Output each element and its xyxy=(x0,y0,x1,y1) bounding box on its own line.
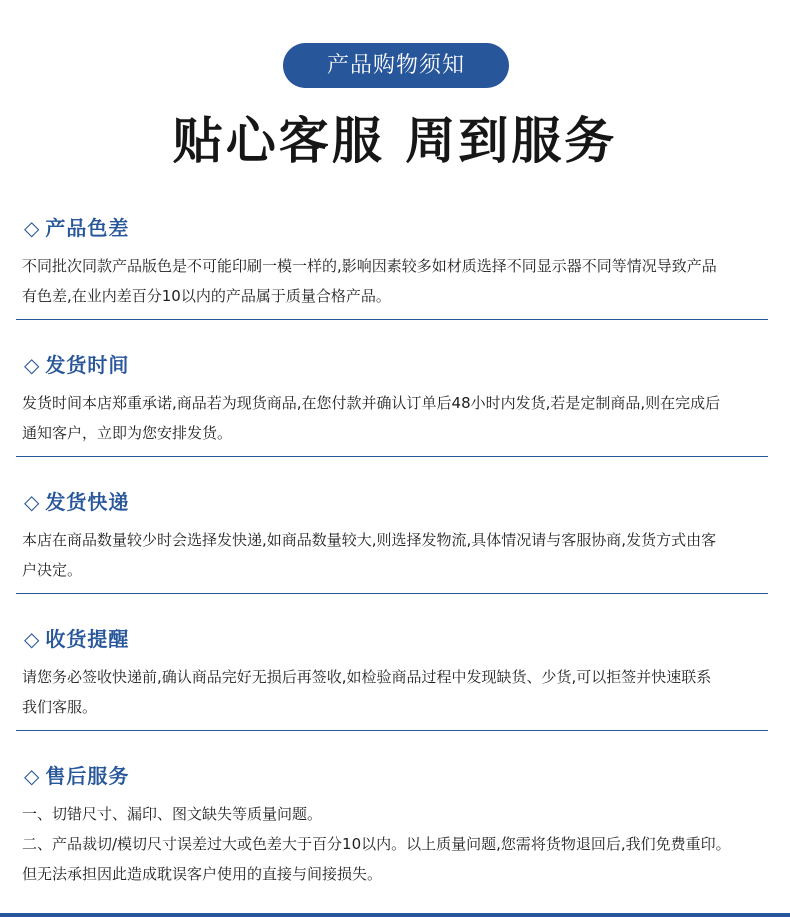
section-title: 售后服务 xyxy=(45,764,130,788)
body-line: 不同批次同款产品版色是不可能印刷一模一样的,影响因素较多如材质选择不同显示器不同等情况导致产品 xyxy=(22,257,717,275)
section-heading xyxy=(24,487,129,517)
body-line: 本店在商品数量较少时会选择发快递,如商品数量较大,则选择发物流,具体情况请与客服协商,发货方式由客 xyxy=(22,531,717,549)
page-title: 贴心客服 周到服务 xyxy=(172,112,618,170)
section-body xyxy=(22,662,774,722)
section-title: 发货快递 xyxy=(45,490,130,514)
diamond-icon: ◇ xyxy=(24,764,41,788)
section-divider xyxy=(16,456,768,457)
section-title: 产品色差 xyxy=(45,216,130,240)
section-divider xyxy=(16,593,768,594)
body-line: 我们客服。 xyxy=(22,698,98,716)
section-body xyxy=(22,388,774,448)
diamond-icon: ◇ xyxy=(24,627,41,651)
diamond-icon: ◇ xyxy=(24,353,41,377)
body-line: 通知客户，立即为您安排发货。 xyxy=(22,424,233,442)
body-line: 但无法承担因此造成耽误客户使用的直接与间接损失。 xyxy=(22,865,383,883)
section-divider xyxy=(16,730,768,731)
section-heading xyxy=(24,213,129,243)
section-divider xyxy=(16,319,768,320)
section-title: 收货提醒 xyxy=(45,627,130,651)
body-line: 请您务必签收快递前,确认商品完好无损后再签收,如检验商品过程中发现缺货、少货,可以拒签并快速联系 xyxy=(22,668,712,686)
body-line: 发货时间本店郑重承诺,商品若为现货商品,在您付款并确认订单后48小时内发货,若是定制商品,则在完成后 xyxy=(22,394,721,412)
diamond-icon: ◇ xyxy=(24,490,41,514)
section-title: 发货时间 xyxy=(45,353,130,377)
section-heading xyxy=(24,624,129,654)
body-line: 二、产品裁切/模切尺寸误差过大或色差大于百分10以内。以上质量问题,您需将货物退回后,我们免费重印。 xyxy=(22,835,731,853)
section-body xyxy=(22,525,774,585)
diamond-icon: ◇ xyxy=(24,216,41,240)
bottom-accent-bar xyxy=(0,913,790,917)
section-body xyxy=(22,251,774,311)
section-body xyxy=(22,799,774,889)
body-line: 一、切错尺寸、漏印、图文缺失等质量问题。 xyxy=(22,805,323,823)
section-heading xyxy=(24,761,129,791)
section-heading xyxy=(24,350,129,380)
body-line: 户决定。 xyxy=(22,561,83,579)
body-line: 有色差,在业内差百分10以内的产品属于质量合格产品。 xyxy=(22,287,391,305)
notice-badge: 产品购物须知 xyxy=(283,43,509,88)
